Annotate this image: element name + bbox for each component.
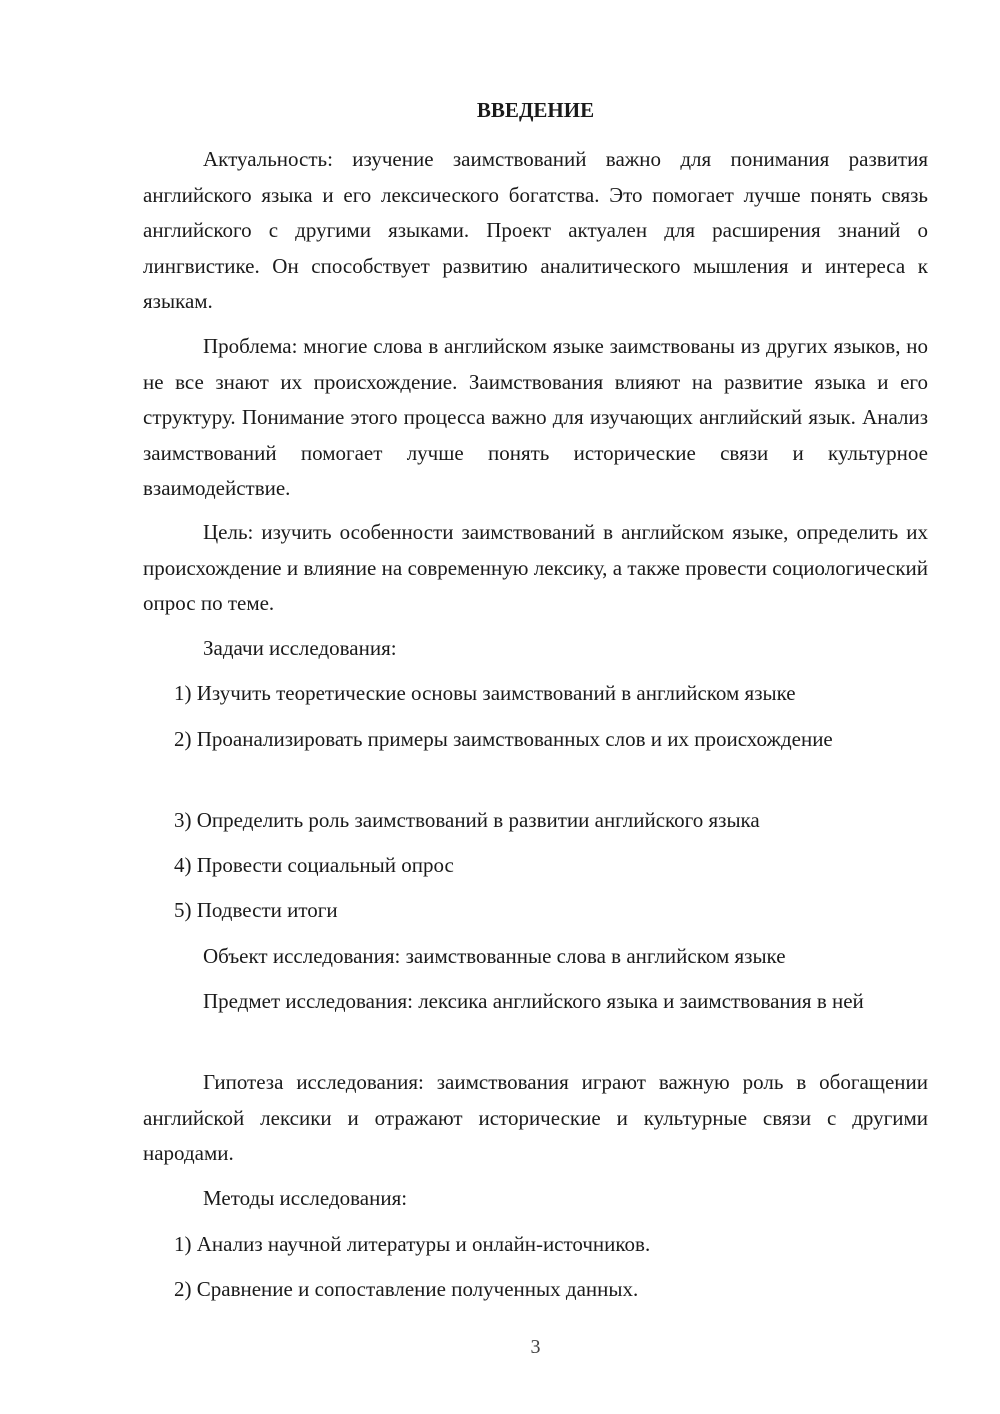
paragraph-object: Объект исследования: заимствованные слова в английском языке (203, 944, 786, 968)
method-item: 1) Анализ научной литературы и онлайн-источников. (174, 1232, 651, 1256)
page-number: 3 (530, 1336, 541, 1358)
paragraph-relevance: Актуальность: изучение заимствований важно для понимания развития английского языка и его лексического богатства. Это помогает лучше понять связь английского с другими языками. Проект актуален для расширения знаний о лингвистике. Он способствует развитию аналитического мышления и интереса к языкам. (143, 147, 928, 313)
section-title: ВВЕДЕНИЕ (476, 98, 595, 122)
tasks-heading: Задачи исследования: (203, 636, 397, 660)
task-item: 3) Определить роль заимствований в развитии английского языка (174, 808, 760, 832)
methods-heading: Методы исследования: (203, 1186, 408, 1210)
paragraph-problem: Проблема: многие слова в английском языке заимствованы из других языков, но не все знают их происхождение. Заимствования влияют на развитие языка и его структуру. Понимание этого процесса важно для изучающих английский язык. Анализ заимствований помогает лучше понять исторические связи и культурное взаимодействие. (143, 334, 928, 500)
task-item: 4) Провести социальный опрос (174, 853, 454, 877)
paragraph-hypothesis: Гипотеза исследования: заимствования играют важную роль в обогащении английской лексики и отражают исторические и культурные связи с другими народами. (143, 1070, 928, 1165)
method-item: 2) Сравнение и сопоставление полученных данных. (174, 1277, 639, 1301)
task-item: 5) Подвести итоги (174, 898, 338, 922)
paragraph-subject: Предмет исследования: лексика английского языка и заимствования в ней (203, 989, 864, 1013)
paragraph-goal: Цель: изучить особенности заимствований в английском языке, определить их происхождение и влияние на современную лексику, а также провести социологический опрос по теме. (143, 520, 928, 615)
document-page (143, 0, 928, 1414)
task-item: 2) Проанализировать примеры заимствованных слов и их происхождение (174, 727, 833, 751)
task-item: 1) Изучить теоретические основы заимствований в английском языке (174, 681, 796, 705)
